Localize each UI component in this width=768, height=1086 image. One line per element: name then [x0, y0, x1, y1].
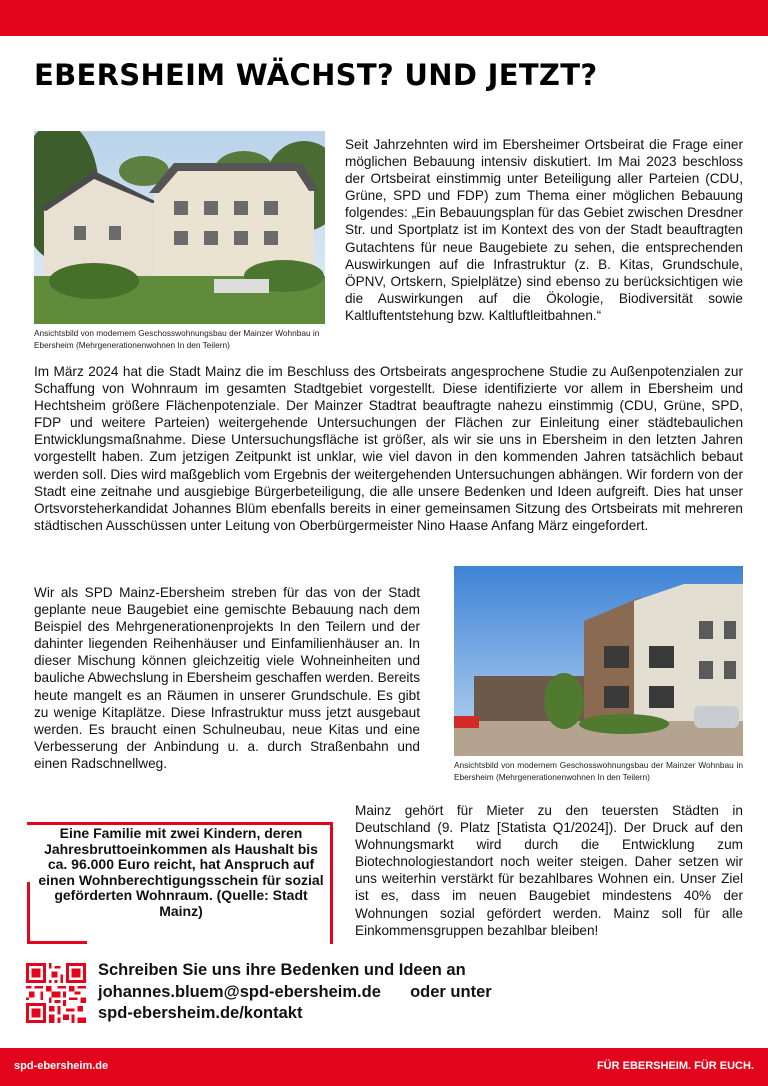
article-paragraph-1: Seit Jahrzehnten wird im Ebersheimer Ortsbeirat die Frage einer möglichen Bebauung intensiv diskutiert. Im Mai 2023 beschloss der Ortsbeirat einstimmig unter Beteiligung aller Parteien (CDU, Grüne, SPD und FDP) zum Thema einer möglichen Bebauung folgendes: „Ein Bebauungsplan für das Gebiet zwischen Dresdner Str. und Sportplatz ist im Kontext des von der Stadt beauftragten Gutachtens für neue Baugebiete zu sehen, die entsprechenden Auswirkungen auf die Infrastruktur (z. B. Kitas, Grundschule, ÖPNV, Ortskern, Spielplätze) sind ebenso zu berücksichtigen wie die Auswirkungen auf die Ökologie, Biodiversität sowie Kaltluftentstehung bzw. Kaltluftleitbahnen.“	[345, 137, 743, 323]
contact-joiner: oder unter	[410, 982, 492, 1001]
contact-call-to-action	[98, 960, 518, 1025]
qr-code-icon[interactable]	[26, 963, 86, 1023]
footer-bar	[0, 1048, 768, 1086]
article-paragraph-2: Im März 2024 hat die Stadt Mainz die im Beschluss des Ortsbeirats angesprochene Studie zu Außenpotenzialen zur Schaffung von Wohnraum im gesamten Stadtgebiet vorgestellt. Diese identifizierte vor allem in Ebersheim und Hechtsheim größere Flächenpotenziale. Der Mainzer Stadtrat beauftragte nahezu einstimmig (CDU, Grüne, SPD, FDP und weitere Parteien) weitergehende Untersuchungen der Flächen zur Einleitung einer städtebaulichen Entwicklungsmaßnahme. Diese Untersuchungsfläche ist größer, als wir sie uns in Ebersheim in den letzten Jahren vorgestellt haben. Zum jetzigen Zeitpunkt ist unklar, wie viel davon in den kommenden Jahren tatsächlich bebaut werden soll. Dies wird maßgeblich vom Ergebnis der weitergehenden Untersuchungen abhängen. Wir fordern von der Stadt eine zeitnahe und ausgiebige Bürgerbeteiligung, die alle unsere Bedenken und Ideen aufgreift. Dies hat unser Ortsvorsteherkandidat Johannes Blüm ebenfalls bereits in einer gemeinsamen Sitzung des Ortsbeirats mit mehreren städtischen Ausschüssen unter Leitung von Oberbürgermeister Nino Haase Anfang März eingefordert.	[34, 364, 743, 533]
photo-2-caption: Ansichtsbild von modernem Geschosswohnungsbau der Mainzer Wohnbau in Ebersheim (Mehrgenerationenwohnen In den Teilern)	[454, 760, 743, 782]
contact-line-1: Schreiben Sie uns ihre Bedenken und Ideen an	[98, 961, 466, 979]
callout-text: Eine Familie mit zwei Kindern, deren Jahresbruttoeinkommen als Haushalt bis ca. 96.000 Euro reicht, hat Anspruch auf einen Wohnberechtigungsschein für sozial geförderten Wohnraum. (Quelle: Stadt Mainz)	[38, 825, 324, 919]
article-paragraph-3: Wir als SPD Mainz-Ebersheim streben für das von der Stadt geplante neue Baugebiet eine gemischte Bebauung nach dem Beispiel des Mehrgenerationenprojekts In den Teilern und der dahinter liegenden Reihenhäuser und Einfamilienhäuser an. In dieser Mischung können gleichzeitig viele Wohneinheiten und bauliche Abwechslung in Ebersheim geschaffen werden. Bereits heute mangelt es an Räumen in unserer Grundschule. Es gibt zu wenige Kitaplätze. Diese Infrastruktur muss jetzt ausgebaut werden. Es braucht einen Schulneubau, neue Kitas und eine Verbesserung der Anbindung u. a. durch Straßenbahn und einen Radschnellweg.	[34, 585, 420, 771]
callout-border-left	[27, 882, 30, 944]
top-red-bar	[0, 0, 768, 36]
photo-1-caption: Ansichtsbild von modernem Geschosswohnungsbau der Mainzer Wohnbau in Ebersheim (Mehrgenerationenwohnen In den Teilern)	[34, 328, 320, 350]
callout-border-bottom	[27, 941, 87, 944]
contact-url-link[interactable]: spd-ebersheim.de/kontakt	[98, 1004, 303, 1022]
photo-apartments-2	[454, 566, 743, 756]
article-paragraph-4: Mainz gehört für Mieter zu den teuersten Städten in Deutschland (9. Platz [Statista Q1/2024]). Der Druck auf den Wohnungsmarkt wird durch die Entwicklung zum Biotechnologiestandort noch weiter steigen. Daher setzen wir uns weiterhin verstärkt für bezahlbares Wohnen ein. Unser Ziel ist es, dass im neuen Baugebiet mindestens 40% der Wohnungen sozial gefördert werden. Mainz soll für alle Einkommensgruppen bezahlbar bleiben!	[355, 803, 743, 938]
callout-border-right	[330, 822, 333, 944]
page-title: EBERSHEIM WÄCHST? UND JETZT?	[34, 58, 598, 92]
photo-apartments-1	[34, 131, 325, 324]
footer-website-link[interactable]: spd-ebersheim.de	[14, 1060, 109, 1072]
contact-email-link[interactable]: johannes.bluem@spd-ebersheim.de	[98, 982, 381, 1001]
footer-slogan: FÜR EBERSHEIM. FÜR EUCH.	[596, 1060, 754, 1072]
social-housing-callout	[27, 822, 333, 944]
